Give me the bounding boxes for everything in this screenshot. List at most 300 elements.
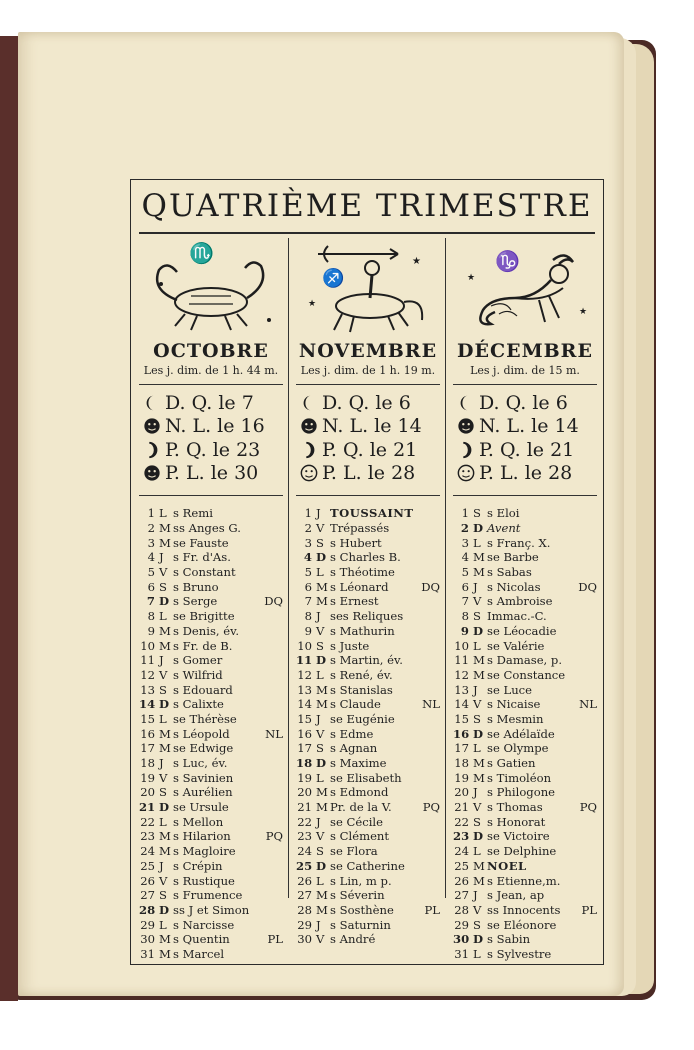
weekday-letter: L xyxy=(316,770,324,785)
day-row xyxy=(296,668,446,683)
weekday-letter: D xyxy=(159,594,170,609)
day-row xyxy=(139,565,289,580)
moon-phase-text: P. L. le 28 xyxy=(322,462,416,485)
weekday-letter: J xyxy=(473,888,478,903)
day-number: 13 xyxy=(297,682,312,697)
day-number: 28 xyxy=(454,902,469,917)
saint-name: s Quentin xyxy=(173,932,230,947)
day-row xyxy=(139,682,289,697)
saint-name: ss Innocents xyxy=(487,902,561,917)
day-number: 17 xyxy=(140,741,155,756)
saint-name: s Gatien xyxy=(487,756,536,771)
saint-name: s Léopold xyxy=(173,726,230,741)
day-number: 8 xyxy=(304,609,312,624)
weekday-letter: L xyxy=(159,506,167,521)
day-row xyxy=(453,932,603,947)
day-number: 15 xyxy=(297,711,312,726)
weekday-letter: M xyxy=(159,726,171,741)
day-row xyxy=(453,888,603,903)
saint-name: s Maxime xyxy=(330,756,387,771)
moon-phase-text: D. Q. le 6 xyxy=(479,391,568,414)
day-row xyxy=(139,844,289,859)
day-number: 18 xyxy=(140,756,155,771)
saint-name: s Gomer xyxy=(173,653,223,668)
day-number: 2 xyxy=(304,521,312,536)
weekday-letter: M xyxy=(316,682,328,697)
weekday-letter: J xyxy=(159,756,164,771)
day-number: 5 xyxy=(147,565,155,580)
moon-phase xyxy=(143,391,289,415)
day-row xyxy=(453,668,603,683)
weekday-letter: M xyxy=(159,521,171,536)
day-row xyxy=(139,741,289,756)
weekday-letter: V xyxy=(159,667,168,682)
saint-name: s Savinien xyxy=(173,770,234,785)
saint-name: s Serge xyxy=(173,594,218,609)
weekday-letter: L xyxy=(473,535,481,550)
day-number: 29 xyxy=(297,917,312,932)
saint-name: s Constant xyxy=(173,565,236,580)
weekday-letter: S xyxy=(473,814,481,829)
calendar-frame xyxy=(130,179,604,965)
saint-name: se Catherine xyxy=(330,858,405,873)
day-row xyxy=(139,668,289,683)
zodiac-sign xyxy=(290,236,446,340)
svg-text:★: ★ xyxy=(412,256,421,267)
day-number: 25 xyxy=(454,858,469,873)
day-number: 26 xyxy=(297,873,312,888)
day-number: 23 xyxy=(140,829,155,844)
divider xyxy=(296,495,440,496)
weekday-letter: S xyxy=(316,844,324,859)
weekday-letter: J xyxy=(316,506,321,521)
weekday-letter: M xyxy=(159,623,171,638)
day-row xyxy=(453,726,603,741)
day-row xyxy=(139,579,289,594)
saint-name: s Wilfrid xyxy=(173,667,223,682)
saint-name: s Mellon xyxy=(173,814,224,829)
saint-name: s Mesmin xyxy=(487,711,544,726)
day-number: 10 xyxy=(297,638,312,653)
day-number: 21 xyxy=(454,800,469,815)
saint-name: s Juste xyxy=(330,638,370,653)
svg-text:♑: ♑ xyxy=(495,249,520,273)
weekday-letter: L xyxy=(316,565,324,580)
moon-phase xyxy=(143,415,289,439)
saint-name: s Sabin xyxy=(487,932,531,947)
saint-name: s Calixte xyxy=(173,697,224,712)
saint-name: se Adélaïde xyxy=(487,726,555,741)
saint-name: s Martin, év. xyxy=(330,653,403,668)
day-number: 22 xyxy=(454,814,469,829)
day-row xyxy=(139,506,289,521)
day-list xyxy=(133,498,289,961)
day-row xyxy=(296,888,446,903)
moon-phase-text: N. L. le 16 xyxy=(165,415,265,438)
day-row xyxy=(296,859,446,874)
saint-name: s Nicolas xyxy=(487,579,541,594)
day-number: 13 xyxy=(140,682,155,697)
weekday-letter: M xyxy=(473,770,485,785)
weekday-letter: J xyxy=(316,917,321,932)
day-row xyxy=(453,947,603,962)
sagittarius-centaur-icon xyxy=(298,240,438,336)
month-column-decembre xyxy=(447,236,603,961)
weekday-letter: M xyxy=(159,829,171,844)
day-row xyxy=(453,756,603,771)
weekday-letter: S xyxy=(473,506,481,521)
saint-name: s Nicaise xyxy=(487,697,541,712)
day-row xyxy=(139,800,289,815)
day-row xyxy=(453,579,603,594)
day-number: 27 xyxy=(454,888,469,903)
saint-name: se Victoire xyxy=(487,829,550,844)
weekday-letter: L xyxy=(316,667,324,682)
day-number: 9 xyxy=(460,623,469,638)
day-row xyxy=(139,873,289,888)
weekday-letter: J xyxy=(473,579,478,594)
weekday-letter: D xyxy=(316,858,327,873)
day-number: 12 xyxy=(297,667,312,682)
day-number: 11 xyxy=(454,653,469,668)
weekday-letter: M xyxy=(316,594,328,609)
day-number: 20 xyxy=(297,785,312,800)
day-row xyxy=(453,770,603,785)
saint-name: s Agnan xyxy=(330,741,378,756)
day-number: 26 xyxy=(454,873,469,888)
weekday-letter: L xyxy=(473,946,481,961)
saint-name: se Edwige xyxy=(173,741,234,756)
day-row xyxy=(296,800,446,815)
day-number: 2 xyxy=(460,521,469,536)
weekday-letter: V xyxy=(473,800,482,815)
capricorn-goat-icon xyxy=(455,240,595,336)
day-number: 18 xyxy=(454,756,469,771)
weekday-letter: D xyxy=(473,829,484,844)
weekday-letter: V xyxy=(316,726,325,741)
saint-name: Avent xyxy=(487,521,521,536)
day-row xyxy=(139,653,289,668)
saint-name: s Stanislas xyxy=(330,682,393,697)
day-row xyxy=(139,814,289,829)
weekday-letter: D xyxy=(159,800,170,815)
day-number: 23 xyxy=(453,829,470,844)
weekday-letter: M xyxy=(159,946,171,961)
day-row xyxy=(453,697,603,712)
weekday-letter: J xyxy=(159,653,164,668)
weekday-letter: J xyxy=(316,609,321,624)
new-moon-icon xyxy=(143,417,161,435)
day-row xyxy=(296,653,446,668)
day-number: 9 xyxy=(304,623,312,638)
day-number: 26 xyxy=(140,873,155,888)
day-row xyxy=(296,579,446,594)
day-number: 5 xyxy=(461,565,469,580)
weekday-letter: V xyxy=(473,697,482,712)
day-row xyxy=(453,844,603,859)
month-name: OCTOBRE xyxy=(153,340,269,362)
weekday-letter: L xyxy=(159,917,167,932)
saint-name: se Thérèse xyxy=(173,711,237,726)
weekday-letter: M xyxy=(316,579,328,594)
phase-tag: PL xyxy=(424,902,440,917)
day-row xyxy=(453,638,603,653)
day-number: 31 xyxy=(140,946,155,961)
first-quarter-moon-icon xyxy=(143,394,161,412)
day-row xyxy=(139,859,289,874)
moon-phase-text: D. Q. le 7 xyxy=(165,391,254,414)
day-row xyxy=(296,624,446,639)
saint-name: TOUSSAINT xyxy=(330,506,414,521)
day-number: 16 xyxy=(140,726,155,741)
weekday-letter: J xyxy=(159,858,164,873)
day-row xyxy=(296,785,446,800)
weekday-letter: S xyxy=(159,785,167,800)
phase-tag: PQ xyxy=(265,829,283,844)
phase-tag: PQ xyxy=(422,800,440,815)
day-row xyxy=(453,594,603,609)
day-number: 18 xyxy=(296,756,313,771)
saint-name: s Magloire xyxy=(173,844,236,859)
saint-name: s Damase, p. xyxy=(487,653,563,668)
day-number: 10 xyxy=(140,638,155,653)
last-quarter-moon-icon xyxy=(457,441,475,459)
day-number: 13 xyxy=(454,682,469,697)
day-number: 1 xyxy=(147,506,155,521)
day-row xyxy=(296,903,446,918)
day-number: 4 xyxy=(303,550,312,565)
weekday-letter: V xyxy=(473,902,482,917)
day-row xyxy=(296,770,446,785)
saint-name: s Aurélien xyxy=(173,785,233,800)
day-number: 17 xyxy=(454,741,469,756)
day-number: 4 xyxy=(461,550,469,565)
moon-phases xyxy=(447,387,603,491)
weekday-letter: V xyxy=(316,521,325,536)
saint-name: se Fauste xyxy=(173,535,229,550)
day-row xyxy=(296,726,446,741)
saint-name: s Fr. d'As. xyxy=(173,550,231,565)
moon-phases xyxy=(133,387,289,491)
saint-name: s Frumence xyxy=(173,888,243,903)
moon-phase-text: P. L. le 30 xyxy=(165,462,259,485)
full-moon-icon xyxy=(300,464,318,482)
day-row xyxy=(453,917,603,932)
day-row xyxy=(139,770,289,785)
weekday-letter: L xyxy=(473,741,481,756)
weekday-letter: J xyxy=(316,711,321,726)
day-number: 24 xyxy=(140,844,155,859)
zodiac-sign xyxy=(133,236,289,340)
saint-name: NOEL xyxy=(487,858,527,873)
moon-phase xyxy=(300,438,446,462)
day-row xyxy=(453,903,603,918)
day-row xyxy=(453,829,603,844)
day-row xyxy=(139,726,289,741)
day-number: 15 xyxy=(454,711,469,726)
weekday-letter: V xyxy=(316,623,325,638)
day-number: 14 xyxy=(454,697,469,712)
moon-phase xyxy=(300,391,446,415)
day-number: 20 xyxy=(454,785,469,800)
first-quarter-moon-icon xyxy=(300,394,318,412)
saint-name: s Hilarion xyxy=(173,829,231,844)
day-number: 12 xyxy=(454,667,469,682)
saint-name: se Elisabeth xyxy=(330,770,402,785)
saint-name: s Sosthène xyxy=(330,902,394,917)
day-number: 28 xyxy=(297,902,312,917)
saint-name: se Eléonore xyxy=(487,917,557,932)
saint-name: s Thomas xyxy=(487,800,543,815)
day-row xyxy=(453,741,603,756)
day-number: 27 xyxy=(140,888,155,903)
day-number: 8 xyxy=(461,609,469,624)
day-row xyxy=(139,535,289,550)
day-row xyxy=(139,712,289,727)
weekday-letter: M xyxy=(159,932,171,947)
day-row xyxy=(453,653,603,668)
weekday-letter: D xyxy=(159,697,170,712)
saint-name: s André xyxy=(330,932,376,947)
month-name: DÉCEMBRE xyxy=(457,340,593,362)
day-number: 14 xyxy=(297,697,312,712)
saint-name: s René, év. xyxy=(330,667,393,682)
day-row xyxy=(453,785,603,800)
saint-name: s Charles B. xyxy=(330,550,401,565)
weekday-letter: V xyxy=(473,594,482,609)
saint-name: s Sabas xyxy=(487,565,532,580)
day-row xyxy=(139,638,289,653)
weekday-letter: M xyxy=(473,565,485,580)
weekday-letter: M xyxy=(473,550,485,565)
saint-name: se Cécile xyxy=(330,814,383,829)
day-number: 9 xyxy=(147,623,155,638)
weekday-letter: L xyxy=(159,711,167,726)
saint-name: Trépassés xyxy=(330,521,390,536)
new-moon-icon xyxy=(300,417,318,435)
weekday-letter: S xyxy=(159,888,167,903)
saint-name: se Luce xyxy=(487,682,533,697)
last-quarter-moon-icon xyxy=(300,441,318,459)
day-number: 19 xyxy=(140,770,155,785)
saint-name: s Luc, év. xyxy=(173,756,228,771)
weekday-letter: M xyxy=(316,785,328,800)
day-number: 15 xyxy=(140,711,155,726)
day-number: 6 xyxy=(461,579,469,594)
weekday-letter: M xyxy=(473,858,485,873)
weekday-letter: D xyxy=(159,902,170,917)
saint-name: s Denis, év. xyxy=(173,623,240,638)
day-number: 25 xyxy=(140,858,155,873)
month-column-novembre xyxy=(290,236,446,947)
saint-name: s Bruno xyxy=(173,579,219,594)
phase-tag: NL xyxy=(579,697,597,712)
weekday-letter: S xyxy=(473,711,481,726)
moon-phase xyxy=(143,438,289,462)
phase-tag: NL xyxy=(265,726,283,741)
weekday-letter: D xyxy=(473,932,484,947)
weekday-letter: M xyxy=(316,697,328,712)
saint-name: s Narcisse xyxy=(173,917,235,932)
day-number: 20 xyxy=(140,785,155,800)
day-number: 7 xyxy=(146,594,155,609)
first-quarter-moon-icon xyxy=(457,394,475,412)
day-row xyxy=(139,947,289,962)
day-row xyxy=(453,609,603,624)
moon-phase-text: P. Q. le 21 xyxy=(479,438,575,461)
saint-name: s Edouard xyxy=(173,682,233,697)
day-row xyxy=(139,550,289,565)
svg-text:★: ★ xyxy=(467,273,476,283)
new-moon-icon xyxy=(457,417,475,435)
saint-name: s Timoléon xyxy=(487,770,552,785)
day-number: 3 xyxy=(461,535,469,550)
moon-phase xyxy=(300,462,446,486)
day-number: 16 xyxy=(297,726,312,741)
day-number: 27 xyxy=(297,888,312,903)
day-number: 1 xyxy=(461,506,469,521)
day-row xyxy=(296,506,446,521)
day-row xyxy=(139,785,289,800)
moon-phase xyxy=(300,415,446,439)
saint-name: ss J et Simon xyxy=(173,902,250,917)
saint-name: s Crépin xyxy=(173,858,223,873)
moon-phase-text: N. L. le 14 xyxy=(322,415,422,438)
divider xyxy=(139,495,283,496)
moon-phases xyxy=(290,387,446,491)
weekday-letter: D xyxy=(316,756,327,771)
saint-name: s Mathurin xyxy=(330,623,395,638)
day-number: 6 xyxy=(147,579,155,594)
day-row xyxy=(453,859,603,874)
weekday-letter: D xyxy=(316,550,327,565)
saint-name: s Etienne,m. xyxy=(487,873,561,888)
day-number: 6 xyxy=(304,579,312,594)
weekday-letter: L xyxy=(159,814,167,829)
weekday-letter: L xyxy=(473,844,481,859)
moon-phase-text: D. Q. le 6 xyxy=(322,391,411,414)
day-row xyxy=(296,594,446,609)
saint-name: se Valérie xyxy=(487,638,545,653)
day-row xyxy=(139,917,289,932)
day-number: 5 xyxy=(304,565,312,580)
day-row xyxy=(296,917,446,932)
divider xyxy=(453,495,597,496)
full-moon-icon xyxy=(457,464,475,482)
day-list xyxy=(447,498,603,961)
day-row xyxy=(453,521,603,536)
weekday-letter: D xyxy=(473,521,484,536)
weekday-letter: M xyxy=(159,844,171,859)
weekday-letter: M xyxy=(316,902,328,917)
weekday-letter: S xyxy=(316,741,324,756)
weekday-letter: S xyxy=(473,917,481,932)
phase-tag: PL xyxy=(581,902,597,917)
saint-name: s Marcel xyxy=(173,946,225,961)
page-title: QUATRIÈME TRIMESTRE xyxy=(141,188,593,224)
moon-phase xyxy=(457,462,603,486)
notebook-cover-spine xyxy=(0,36,18,1001)
day-row xyxy=(296,697,446,712)
day-row xyxy=(453,550,603,565)
day-number: 14 xyxy=(139,697,156,712)
saint-name: s Philogone xyxy=(487,785,556,800)
weekday-letter: M xyxy=(159,535,171,550)
saint-name: ses Reliques xyxy=(330,609,404,624)
weekday-letter: L xyxy=(316,873,324,888)
day-row xyxy=(296,756,446,771)
day-number: 25 xyxy=(296,858,313,873)
